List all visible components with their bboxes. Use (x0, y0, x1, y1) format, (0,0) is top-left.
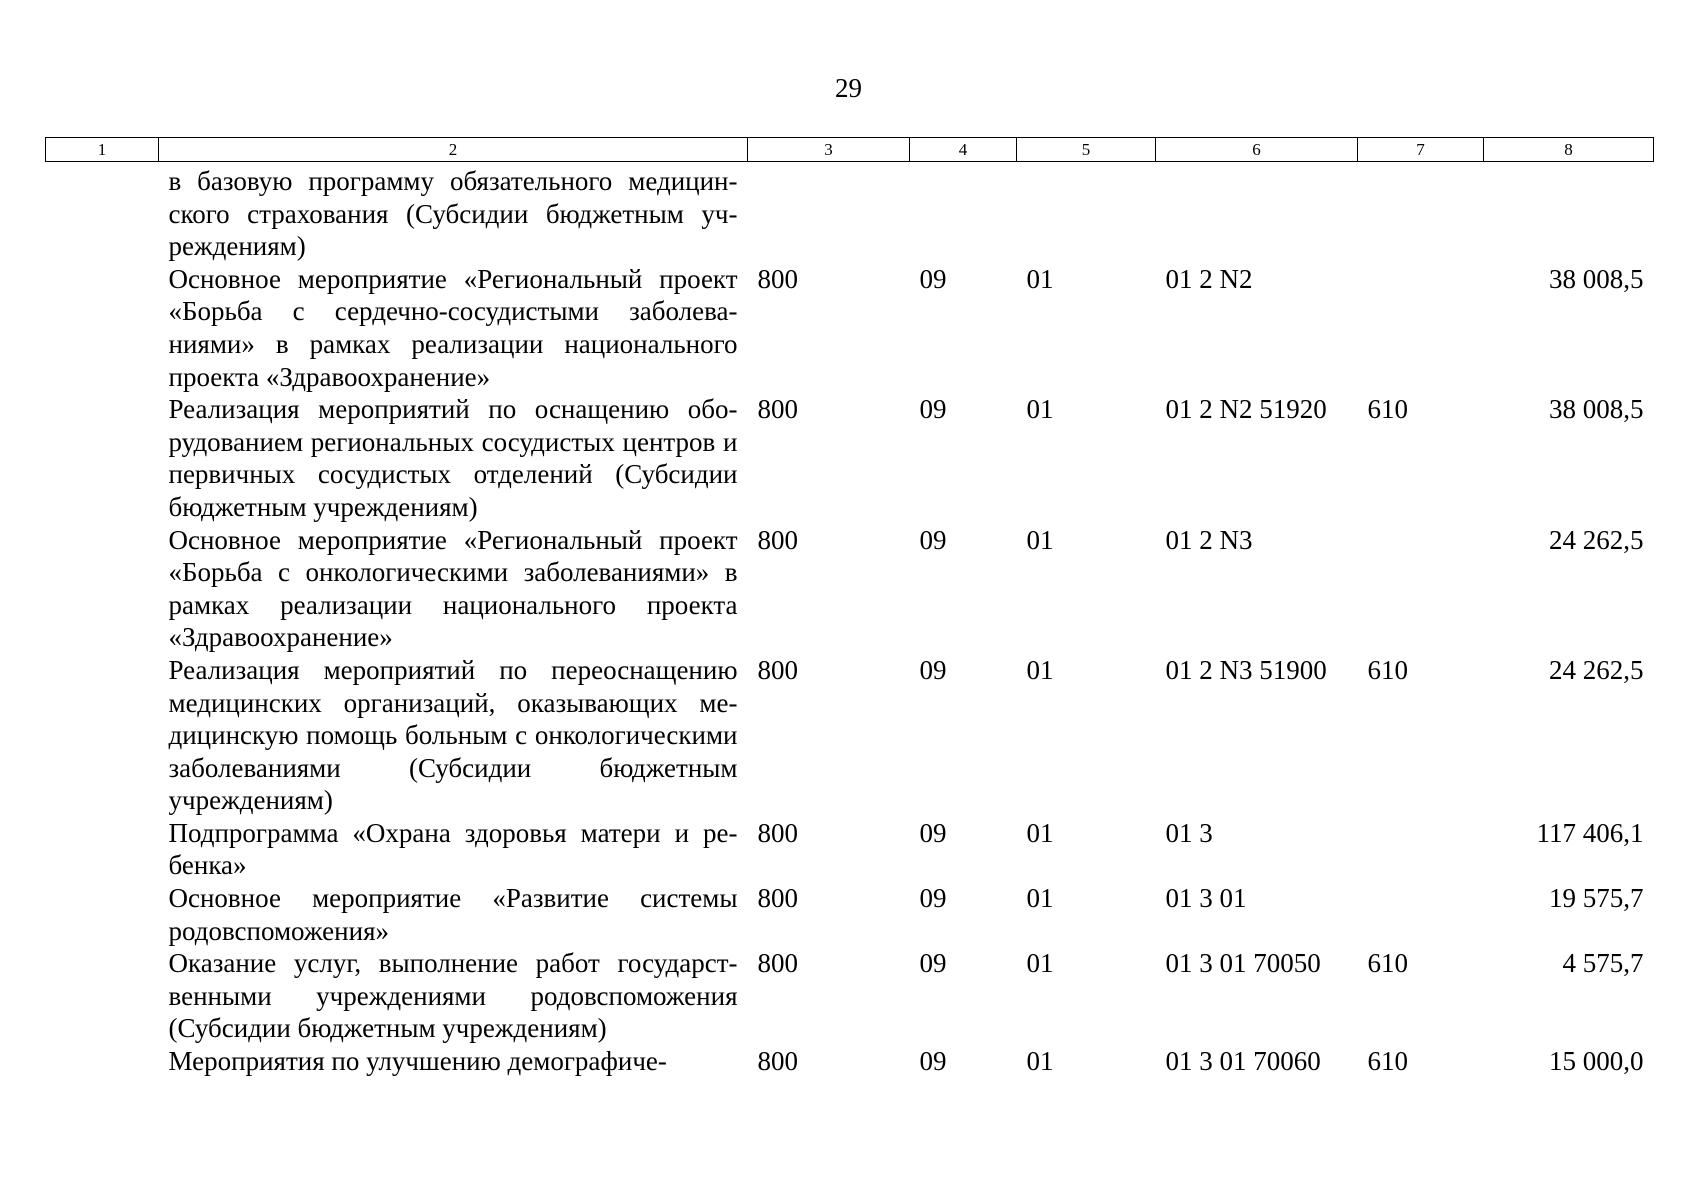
cell-target-article: 01 2 N2 51920 (1165, 394, 1327, 425)
cell-item-name: Основное мероприятие «Развитие системы родовспоможения» (168, 883, 738, 946)
cell-subsection-code: 01 (1026, 948, 1054, 979)
cell-amount: 4 575,7 (1562, 948, 1644, 979)
column-number-4: 4 (910, 138, 1017, 162)
cell-ministry-code: 800 (757, 883, 798, 914)
cell-subsection-code: 01 (1026, 263, 1054, 294)
cell-expense-type (1358, 263, 1484, 393)
cell-section-code: 09 (919, 1046, 947, 1077)
cell-expense-type: 610 (1367, 948, 1408, 979)
column-number-7: 7 (1358, 138, 1484, 162)
cell-target-article: 01 3 01 (1165, 883, 1247, 914)
cell-subsection-code: 01 (1026, 524, 1054, 555)
cell-target-article: 01 2 N3 (1165, 524, 1253, 555)
table-header (46, 138, 1654, 162)
table-row (46, 654, 1654, 817)
cell-subsection-code: 01 (1026, 817, 1054, 848)
cell-number (46, 263, 159, 393)
cell-expense-type: 610 (1367, 394, 1408, 425)
cell-section-code: 09 (919, 948, 947, 979)
cell-target-article (1156, 162, 1358, 263)
table-row (46, 882, 1654, 947)
cell-section-code: 09 (919, 524, 947, 555)
cell-ministry-code: 800 (757, 263, 798, 294)
table-row (46, 1045, 1654, 1078)
column-number-1: 1 (46, 138, 159, 162)
cell-item-name: Подпрограмма «Охрана здоровья матери и ребенка» (168, 817, 738, 881)
cell-subsection-code: 01 (1026, 394, 1054, 425)
cell-ministry-code: 800 (757, 654, 798, 685)
column-number-2: 2 (159, 138, 748, 162)
cell-number (46, 654, 159, 817)
cell-expense-type (1358, 524, 1484, 654)
cell-item-name: Реализация мероприятий по оснащению оборудованием региональных сосудистых центров и первичных сосудистых отделений (Субсидии бюджетным учреждениям) (168, 394, 738, 522)
cell-number (46, 524, 159, 654)
column-number-6: 6 (1156, 138, 1358, 162)
cell-item-name: Оказание услуг, выполнение работ государственными учреждениями родовспоможения (Субсидии бюджетным учреждениям) (168, 948, 738, 1044)
cell-target-article: 01 3 (1165, 817, 1213, 848)
cell-subsection-code: 01 (1026, 1046, 1054, 1077)
cell-subsection-code: 01 (1026, 883, 1054, 914)
cell-ministry-code: 800 (757, 1046, 798, 1077)
cell-amount: 38 008,5 (1549, 263, 1644, 294)
cell-item-name: Мероприятия по улучшению демографиче- (168, 1046, 667, 1077)
cell-number (46, 817, 159, 882)
cell-number (46, 947, 159, 1045)
cell-target-article: 01 3 01 70060 (1165, 1046, 1321, 1077)
cell-ministry-code: 800 (757, 394, 798, 425)
column-number-row (46, 138, 1654, 162)
table-row (46, 263, 1654, 393)
cell-number (46, 882, 159, 947)
cell-section-code: 09 (919, 883, 947, 914)
cell-amount: 24 262,5 (1549, 654, 1644, 685)
cell-section-code: 09 (919, 394, 947, 425)
cell-amount (1484, 162, 1654, 263)
cell-ministry-code: 800 (757, 948, 798, 979)
table-row (46, 524, 1654, 654)
cell-section-code: 09 (919, 654, 947, 685)
cell-section-code: 09 (919, 263, 947, 294)
cell-amount: 38 008,5 (1549, 394, 1644, 425)
column-number-3: 3 (748, 138, 910, 162)
cell-subsection-code: 01 (1026, 654, 1054, 685)
cell-item-name: Реализация мероприятий по переоснащению медицинских организаций, оказывающих медицинскую помощь больным с онкологическими заболеваниями (Субсидии бюджетным учреждениям) (168, 654, 738, 816)
column-number-5: 5 (1017, 138, 1156, 162)
cell-number (46, 1045, 159, 1078)
cell-expense-type: 610 (1367, 654, 1408, 685)
cell-ministry-code: 800 (757, 524, 798, 555)
cell-ministry-code (748, 162, 910, 263)
cell-expense-type (1358, 162, 1484, 263)
budget-table (45, 137, 1654, 1078)
cell-number (46, 393, 159, 523)
cell-section-code: 09 (919, 817, 947, 848)
cell-item-name: Основное мероприятие «Региональный проект «Борьба с сердечно-сосудистыми заболеваниями» в рамках реализации национального проекта «Здравоохранение» (168, 263, 738, 392)
table-row (46, 947, 1654, 1045)
cell-subsection-code (1017, 162, 1156, 263)
cell-ministry-code: 800 (757, 817, 798, 848)
table-body (46, 162, 1654, 1078)
cell-amount: 117 406,1 (1536, 817, 1644, 848)
cell-target-article: 01 2 N3 51900 (1165, 654, 1327, 685)
table-row (46, 393, 1654, 523)
cell-expense-type (1358, 882, 1484, 947)
table-row (46, 162, 1654, 263)
cell-section-code (910, 162, 1017, 263)
cell-number (46, 162, 159, 263)
cell-amount: 24 262,5 (1549, 524, 1644, 555)
cell-amount: 15 000,0 (1549, 1046, 1644, 1077)
cell-target-article: 01 2 N2 (1165, 263, 1253, 294)
cell-amount: 19 575,7 (1549, 883, 1644, 914)
cell-expense-type (1358, 817, 1484, 882)
cell-item-name: Основное мероприятие «Региональный проект «Борьба с онкологическими заболеваниями» в рамках реализации национального проекта «Здравоохранение» (168, 524, 738, 653)
cell-target-article: 01 3 01 70050 (1165, 948, 1321, 979)
column-number-8: 8 (1484, 138, 1654, 162)
cell-expense-type: 610 (1367, 1046, 1408, 1077)
table-row (46, 817, 1654, 882)
cell-item-name: в базовую программу обязательного медицинского страхования (Субсидии бюджетным учреждениям) (168, 166, 738, 262)
page-number: 29 (835, 73, 862, 103)
